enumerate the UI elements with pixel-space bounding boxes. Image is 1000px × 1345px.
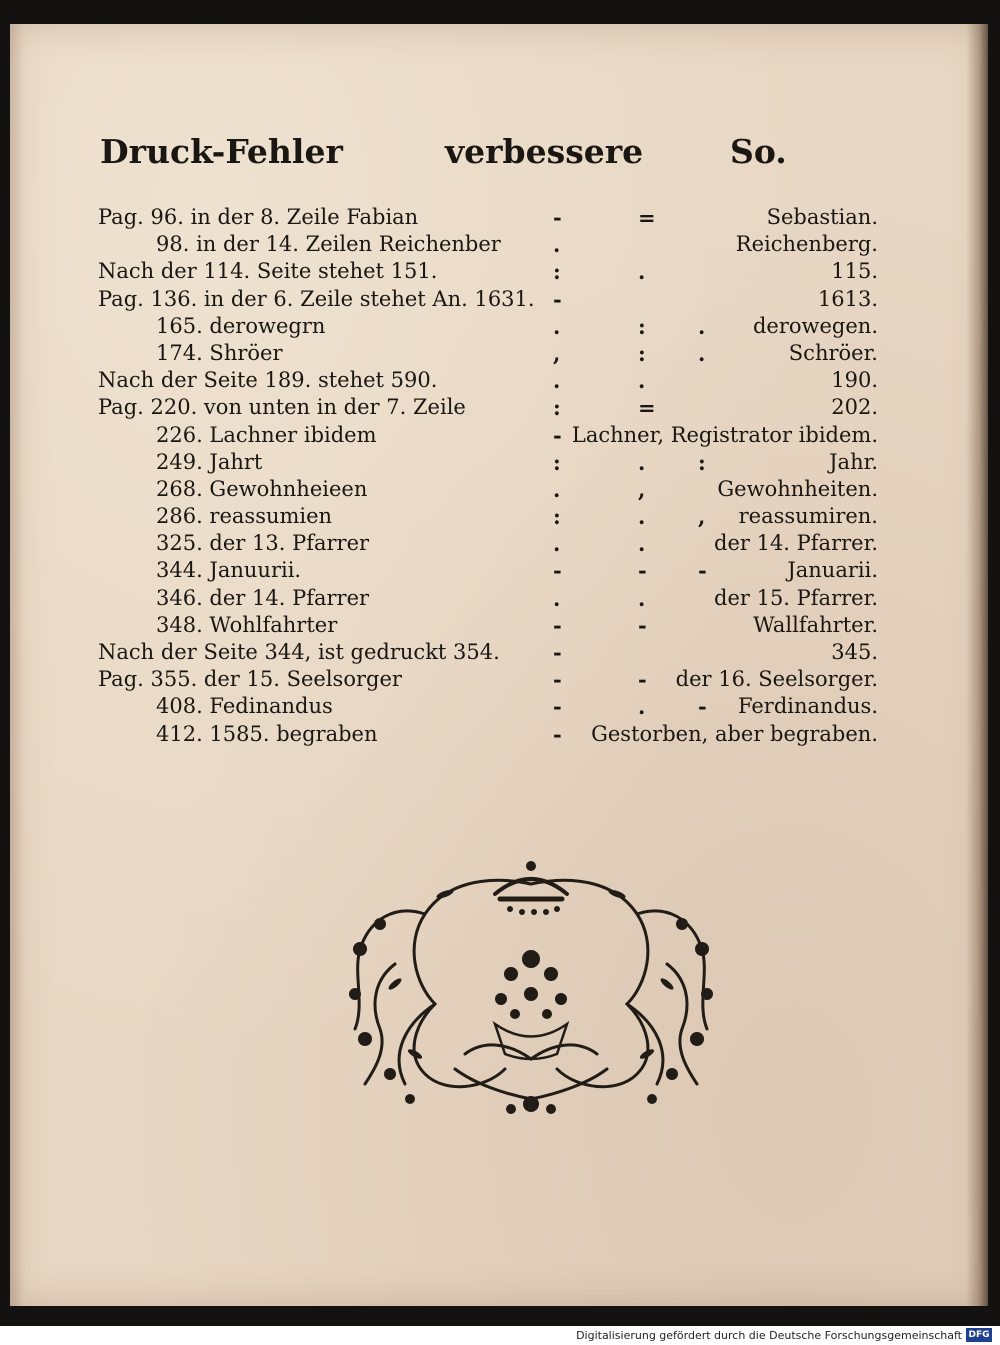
leader-mark: - <box>553 612 562 638</box>
leader-mark: : <box>638 340 646 366</box>
errata-row <box>98 367 898 394</box>
errata-correction: 115. <box>831 259 878 284</box>
leader-mark: : <box>553 395 561 421</box>
errata-misprint: 249. Jahrt <box>156 449 263 474</box>
errata-misprint: 346. der 14. Pfarrer <box>156 585 370 610</box>
leader-mark: . <box>638 449 646 475</box>
leader-mark: . <box>553 313 561 339</box>
heading-col-so: So. <box>730 132 787 171</box>
errata-misprint: Nach der Seite 189. stehet 590. <box>98 368 438 393</box>
errata-row <box>98 503 898 530</box>
leader-mark: : <box>553 259 561 285</box>
leader-mark: - <box>638 612 647 638</box>
errata-row <box>98 721 898 748</box>
errata-correction: Wallfahrter. <box>753 612 878 637</box>
book-page <box>10 24 988 1306</box>
errata-row <box>98 639 898 666</box>
leader-mark: - <box>638 558 647 584</box>
errata-correction: Ferdinandus. <box>737 694 878 719</box>
leader-mark: . <box>698 313 706 339</box>
errata-row <box>98 476 898 503</box>
leader-mark: - <box>698 558 707 584</box>
errata-correction: Jahr. <box>829 449 878 474</box>
errata-correction: 190. <box>831 368 878 393</box>
leader-mark: . <box>638 531 646 557</box>
errata-misprint: Pag. 220. von unten in der 7. Zeile <box>98 395 466 420</box>
errata-misprint: 165. derowegrn <box>156 313 326 338</box>
errata-correction: der 15. Pfarrer. <box>714 585 878 610</box>
errata-correction: der 14. Pfarrer. <box>714 531 878 556</box>
dfg-logo: DFG <box>966 1328 992 1342</box>
errata-misprint: 286. reassumien <box>156 504 333 529</box>
errata-misprint: 344. Januurii. <box>156 558 302 583</box>
errata-row <box>98 204 898 231</box>
errata-row <box>98 313 898 340</box>
errata-row <box>98 394 898 421</box>
heading-col-errors: Druck-Fehler <box>100 132 343 171</box>
leader-mark: - <box>553 286 562 312</box>
errata-correction: der 16. Seelsorger. <box>675 667 878 692</box>
leader-mark: . <box>553 232 561 258</box>
errata-correction: 345. <box>831 640 878 664</box>
leader-mark: . <box>553 531 561 557</box>
leader-mark: . <box>698 340 706 366</box>
errata-correction: Gestorben, aber begraben. <box>591 721 878 746</box>
leader-mark: - <box>553 640 562 665</box>
leader-mark: - <box>698 694 707 720</box>
errata-heading <box>100 132 800 182</box>
leader-mark: = <box>638 205 656 230</box>
errata-misprint: Pag. 136. in der 6. Zeile stehet An. 1631. <box>98 286 535 311</box>
errata-correction: Schröer. <box>788 340 878 365</box>
leader-mark: . <box>638 694 646 720</box>
errata-correction: 202. <box>831 395 878 420</box>
errata-correction: Gewohnheiten. <box>717 476 878 501</box>
errata-misprint: 268. Gewohnheieen <box>156 476 368 501</box>
errata-misprint: 325. der 13. Pfarrer <box>156 531 370 556</box>
leader-mark: : <box>638 313 646 339</box>
leader-mark: - <box>553 694 562 720</box>
errata-row <box>98 286 898 313</box>
errata-correction: Lachner, Registrator ibidem. <box>571 422 878 447</box>
errata-misprint: Pag. 96. in der 8. Zeile Fabian <box>98 205 419 229</box>
errata-correction: reassumiren. <box>738 504 878 529</box>
leader-mark: - <box>553 667 562 693</box>
errata-row <box>98 557 898 584</box>
errata-row <box>98 666 898 693</box>
errata-correction: Reichenberg. <box>735 232 878 257</box>
errata-row <box>98 693 898 720</box>
errata-row <box>98 585 898 612</box>
errata-misprint: 174. Shröer <box>156 340 283 365</box>
leader-mark: , <box>553 340 561 366</box>
errata-misprint: 226. Lachner ibidem <box>156 422 377 447</box>
floral-vignette-icon <box>335 854 727 1120</box>
leader-mark: . <box>553 368 561 394</box>
errata-misprint: 98. in der 14. Zeilen Reichenber <box>156 232 501 257</box>
errata-list <box>98 204 898 748</box>
errata-correction: derowegen. <box>752 313 878 338</box>
leader-mark: , <box>698 504 706 530</box>
page-edge-shadow <box>966 24 988 1306</box>
leader-mark: . <box>638 504 646 530</box>
leader-mark: . <box>638 585 646 611</box>
leader-mark: - <box>553 721 562 747</box>
leader-mark: = <box>638 395 656 421</box>
errata-misprint: 412. 1585. begraben <box>156 721 378 746</box>
heading-col-correct: verbessere <box>445 132 644 171</box>
errata-row <box>98 258 898 285</box>
funding-credit: Digitalisierung gefördert durch die Deutsche Forschungsgemeinschaft <box>576 1329 962 1342</box>
leader-mark: : <box>553 504 561 530</box>
errata-row <box>98 340 898 367</box>
leader-mark: . <box>638 259 646 285</box>
errata-row <box>98 449 898 476</box>
errata-row <box>98 530 898 557</box>
leader-mark: , <box>638 476 646 502</box>
leader-mark: - <box>638 667 647 693</box>
errata-row <box>98 231 898 258</box>
errata-row <box>98 422 898 449</box>
leader-mark: . <box>553 585 561 611</box>
errata-row <box>98 612 898 639</box>
errata-correction: Sebastian. <box>766 205 878 229</box>
leader-mark: . <box>553 476 561 502</box>
errata-misprint: 408. Fedinandus <box>156 694 333 719</box>
leader-mark: : <box>553 449 561 475</box>
errata-misprint: 348. Wohlfahrter <box>156 612 338 637</box>
errata-correction: Januarii. <box>787 558 878 583</box>
errata-misprint: Nach der 114. Seite stehet 151. <box>98 259 438 284</box>
leader-mark: - <box>553 422 562 448</box>
errata-misprint: Pag. 355. der 15. Seelsorger <box>98 667 402 692</box>
leader-mark: - <box>553 205 562 230</box>
leader-mark: : <box>698 449 706 475</box>
leader-mark: . <box>638 368 646 394</box>
leader-mark: - <box>553 558 562 584</box>
errata-misprint: Nach der Seite 344, ist gedruckt 354. <box>98 640 500 664</box>
errata-correction: 1613. <box>817 286 878 311</box>
